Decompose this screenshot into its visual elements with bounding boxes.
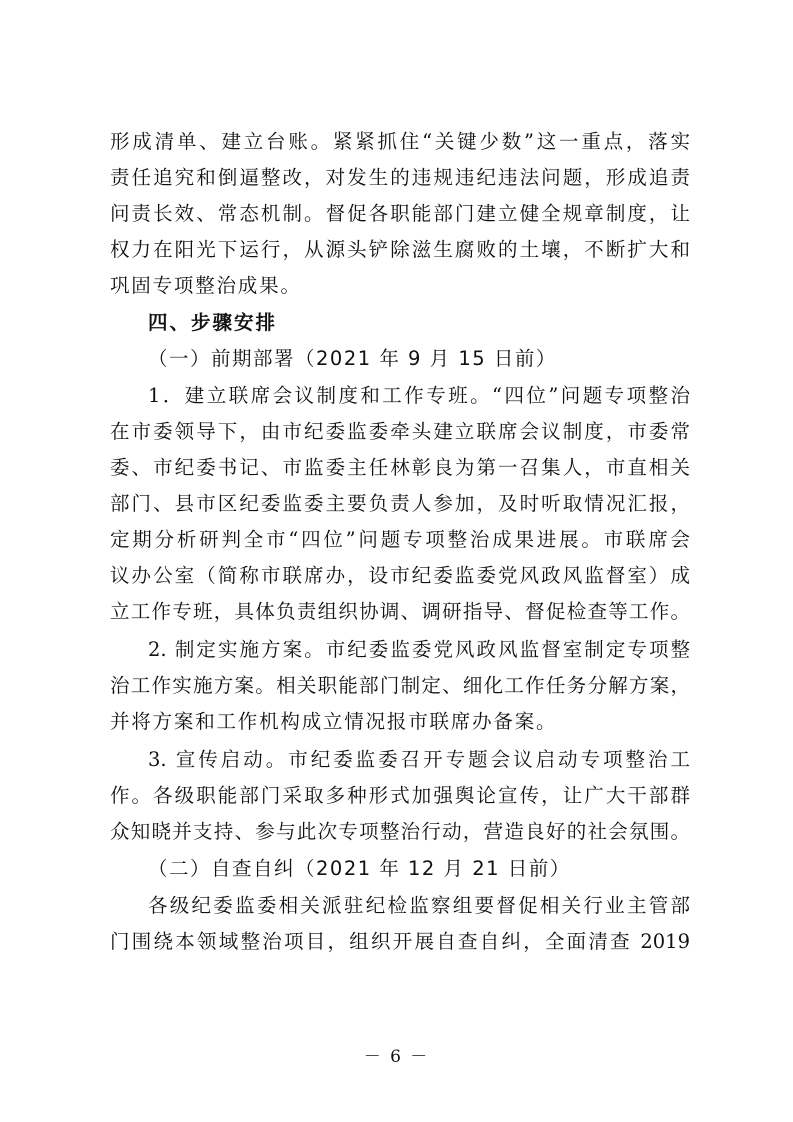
paragraph-line: 并将方案和工作机构成立情况报市联席办备案。: [110, 710, 558, 733]
paragraph-line: 定期分析研判全市“四位”问题专项整治成果进展。市联席会: [110, 528, 690, 551]
paragraph-line: 形成清单、建立台账。紧紧抓住“关键少数”这一重点，落实: [110, 130, 690, 153]
paragraph-line: 3. 宣传启动。市纪委监委召开专题会议启动专项整治工: [148, 748, 690, 771]
paragraph-line: 1．建立联席会议制度和工作专班。“四位”问题专项整治: [148, 384, 690, 407]
subsection-heading: （一）前期部署（2021 年 9 月 15 日前）: [148, 347, 557, 370]
paragraph-line: 部门、县市区纪委监委主要负责人参加，及时听取情况汇报，: [110, 492, 690, 515]
paragraph-line: 各级纪委监委相关派驻纪检监察组要督促相关行业主管部: [148, 894, 690, 917]
paragraph-line: 权力在阳光下运行，从源头铲除滋生腐败的土壤，不断扩大和: [110, 238, 690, 261]
paragraph-line: 责任追究和倒逼整改，对发生的违规违纪违法问题，形成追责: [110, 166, 690, 189]
paragraph-line: 委、市纪委书记、市监委主任林彰良为第一召集人，市直相关: [110, 456, 690, 479]
paragraph-line: 2. 制定实施方案。市纪委监委党风政风监督室制定专项整: [148, 638, 690, 661]
page-number: － 6 －: [363, 1047, 430, 1067]
paragraph-line: 门围绕本领域整治项目，组织开展自查自纠，全面清查 2019: [110, 930, 690, 953]
paragraph-line: 众知晓并支持、参与此次专项整治行动，营造良好的社会氛围。: [110, 820, 690, 843]
subsection-heading: （二）自查自纠（2021 年 12 月 21 日前）: [148, 857, 571, 880]
paragraph-line: 作。各级职能部门采取多种形式加强舆论宣传，让广大干部群: [110, 784, 690, 807]
paragraph-line: 立工作专班，具体负责组织协调、调研指导、督促检查等工作。: [110, 600, 690, 623]
paragraph-line: 在市委领导下，由市纪委监委牵头建立联席会议制度，市委常: [110, 420, 690, 443]
paragraph-line: 治工作实施方案。相关职能部门制定、细化工作任务分解方案，: [110, 674, 690, 697]
paragraph-line: 议办公室（简称市联席办，设市纪委监委党风政风监督室）成: [110, 564, 690, 587]
paragraph-line: 巩固专项整治成果。: [110, 274, 302, 297]
paragraph-line: 问责长效、常态机制。督促各职能部门建立健全规章制度，让: [110, 202, 690, 225]
section-heading: 四、步骤安排: [148, 311, 278, 334]
